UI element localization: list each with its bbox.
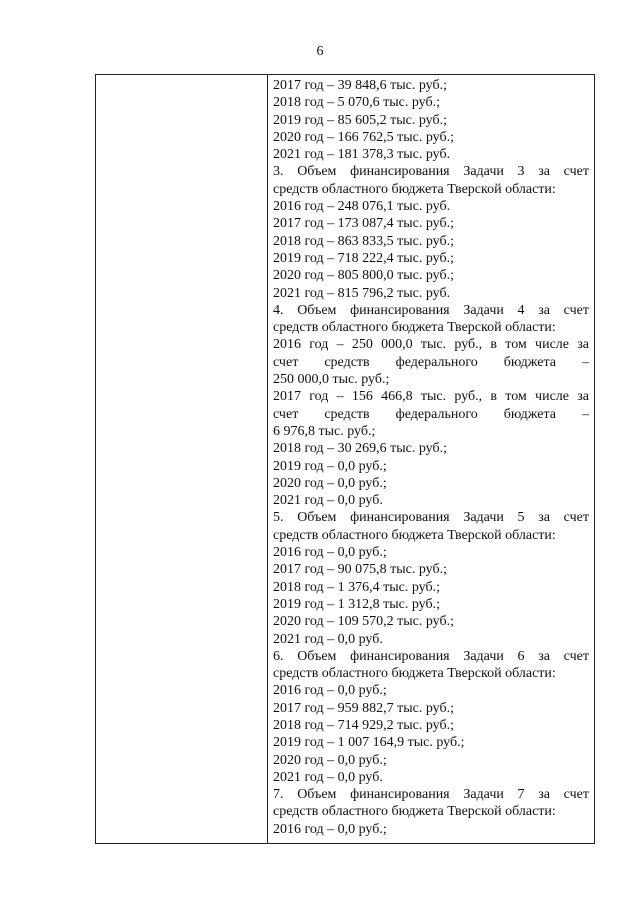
text-line: 2018 год – 863 833,5 тыс. руб.; [273, 233, 454, 249]
text-line: средств областного бюджета Тверской области: [273, 320, 556, 336]
text-line: средств областного бюджета Тверской области: [273, 804, 556, 820]
text-line: 2020 год – 109 570,2 тыс. руб.; [273, 614, 454, 630]
text-line: 2019 год – 1 007 164,9 тыс. руб.; [273, 735, 465, 751]
text-line: 2019 год – 0,0 руб.; [273, 458, 387, 474]
text-line: 2021 год – 0,0 руб. [273, 631, 383, 647]
text-line: 2021 год – 815 796,2 тыс. руб. [273, 285, 451, 301]
text-line: 2017 год – 959 882,7 тыс. руб.; [273, 700, 454, 716]
text-line: 7. Объем финансирования Задачи 7 за счет [273, 787, 589, 803]
text-line: 2017 год – 39 848,6 тыс. руб.; [273, 78, 447, 93]
text-line: 2017 год – 156 466,8 тыс. руб., в том числе за [273, 389, 589, 405]
text-line: средств областного бюджета Тверской области: [273, 666, 556, 682]
text-line: 3. Объем финансирования Задачи 3 за счет [273, 164, 589, 180]
text-line: средств областного бюджета Тверской области: [273, 181, 556, 197]
text-line: 2016 год – 0,0 руб.; [273, 545, 387, 561]
text-line: 250 000,0 тыс. руб.; [273, 372, 390, 388]
text-line: 2016 год – 0,0 руб.; [273, 821, 387, 837]
text-line: 2018 год – 5 070,6 тыс. руб.; [273, 95, 440, 111]
text-line: 6. Объем финансирования Задачи 6 за счет [273, 648, 589, 664]
text-line: 2017 год – 173 087,4 тыс. руб.; [273, 216, 454, 232]
text-line: 2019 год – 1 312,8 тыс. руб.; [273, 596, 440, 612]
text-line: 2019 год – 718 222,4 тыс. руб.; [273, 250, 454, 266]
text-line: 6 976,8 тыс. руб.; [273, 423, 376, 439]
text-line: 2016 год – 248 076,1 тыс. руб. [273, 199, 451, 215]
text-line: 2018 год – 1 376,4 тыс. руб.; [273, 579, 440, 595]
text-line: 2020 год – 0,0 руб.; [273, 475, 387, 491]
text-line: 2017 год – 90 075,8 тыс. руб.; [273, 562, 447, 578]
text-line: средств областного бюджета Тверской области: [273, 527, 556, 543]
text-line: 2018 год – 30 269,6 тыс. руб.; [273, 441, 447, 457]
text-line: 2021 год – 0,0 руб. [273, 769, 383, 785]
text-line: 2021 год – 181 378,3 тыс. руб. [273, 147, 451, 163]
text-line: 2016 год – 250 000,0 тыс. руб., в том числе за [273, 337, 589, 353]
text-line: 2020 год – 166 762,5 тыс. руб.; [273, 129, 454, 145]
text-line: 2020 год – 0,0 руб.; [273, 752, 387, 768]
text-line: 5. Объем финансирования Задачи 5 за счет [273, 510, 589, 526]
text-line: счет средств федерального бюджета – [273, 354, 589, 370]
text-line: 2019 год – 85 605,2 тыс. руб.; [273, 112, 447, 128]
text-line: 2020 год – 805 800,0 тыс. руб.; [273, 268, 454, 284]
financing-table [95, 74, 595, 844]
text-line: счет средств федерального бюджета – [273, 406, 589, 422]
text-line: 2021 год – 0,0 руб. [273, 493, 383, 509]
text-line: 2016 год – 0,0 руб.; [273, 683, 387, 699]
text-line: 4. Объем финансирования Задачи 4 за счет [273, 302, 589, 318]
table-left-cell [96, 75, 268, 843]
table-right-cell [273, 77, 589, 838]
page-number: 6 [316, 44, 324, 59]
text-line: 2018 год – 714 929,2 тыс. руб.; [273, 717, 454, 733]
